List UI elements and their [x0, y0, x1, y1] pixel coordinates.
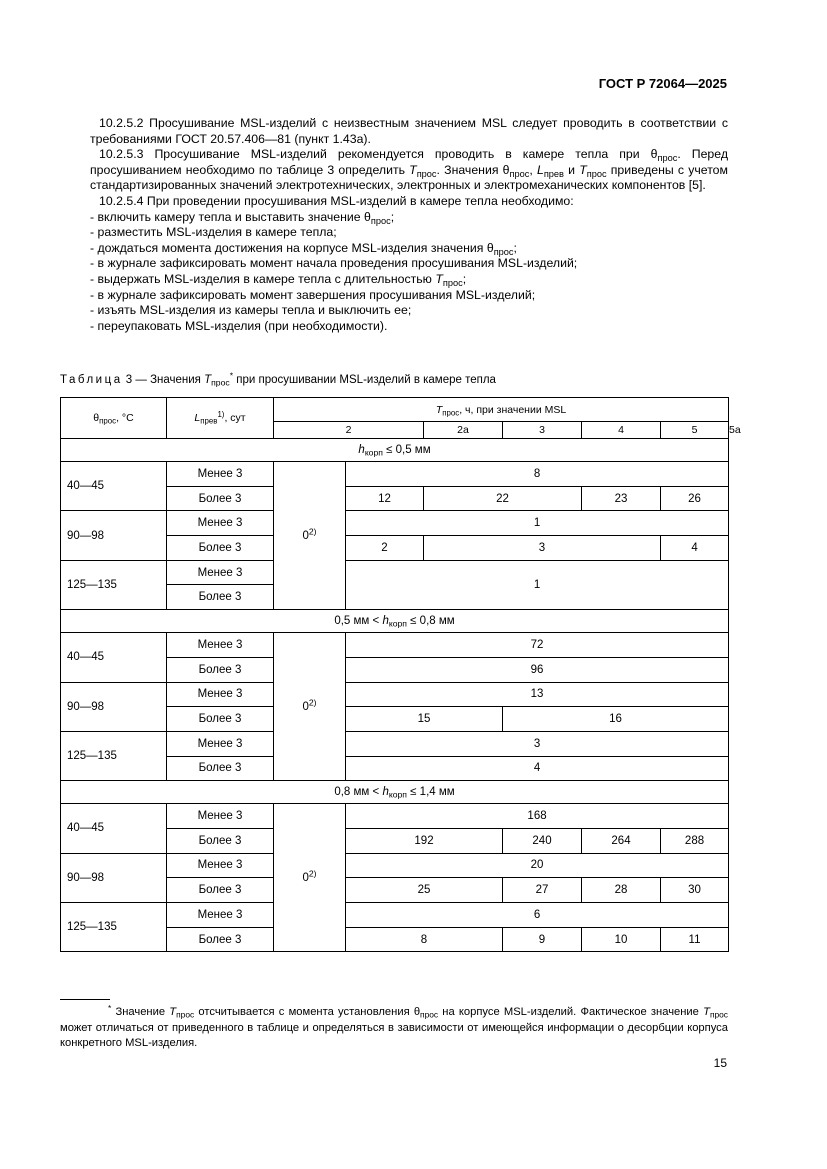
value-cell: 9	[503, 927, 582, 952]
msl-header: 5	[661, 422, 729, 439]
temperature-cell: 40—45	[61, 633, 167, 682]
value-cell: 20	[346, 853, 729, 878]
list-item: - разместить MSL-изделия в камере тепла;	[90, 225, 337, 240]
drying-time-table: $\theta_{прос}$, °С $L_{прев}^{1)}$, сут $T_{прос}$, ч, при значении MSL 2 2а 3 4 5 5а $h_{корп} \le 0,5$ мм 40—45 Менее 3 0$^{2)}$ 8 Более 3 12 22 23 26 90—98 Менее 3 1 Более 3 2 3 4 125—135 Менее 3 1 Более 3 0,5 мм < $h_{корп} \le 0,8$ мм 40—45 Менее 3 0$^{2)}$ 72 Более 3 96 90—98 Менее 3 13 Более 3 15 16 125—135 Менее 3 3 Более 3 4 0,8 мм < $h_{корп} \le 1,4$ мм 40—45 Менее 3 0$^{2)}$ 168 Более 3 192 240 264 288 90—98 Менее 3 20 Более 3 25 27 28 30 125—135 Менее 3 6 Более 3 8 9 10 11	[60, 397, 729, 952]
value-cell: 11	[661, 927, 729, 952]
value-cell: 8	[346, 462, 729, 487]
section-header: 0,8 мм < $h_{корп} \le 1,4$ мм	[61, 781, 729, 804]
body-text	[90, 116, 728, 334]
list-item: - изъять MSL-изделия из камеры тепла и выключить ее;	[90, 303, 412, 318]
value-cell: 27	[503, 878, 582, 903]
msl2-cell: 0$^{2)}$	[274, 804, 346, 952]
value-cell: 10	[582, 927, 661, 952]
duration-cell: Более 3	[167, 927, 274, 952]
duration-cell: Менее 3	[167, 633, 274, 658]
document-designation: ГОСТ Р 72064—2025	[598, 76, 727, 91]
value-cell: 1	[346, 511, 729, 536]
duration-cell: Более 3	[167, 585, 274, 610]
value-cell: 2	[346, 536, 424, 561]
temperature-cell: 90—98	[61, 511, 167, 560]
msl-header: 3	[503, 422, 582, 439]
value-cell: 23	[582, 486, 661, 511]
duration-cell: Менее 3	[167, 804, 274, 829]
duration-cell: Более 3	[167, 657, 274, 682]
duration-cell: Менее 3	[167, 853, 274, 878]
temperature-cell: 90—98	[61, 853, 167, 902]
section-header: $h_{корп} \le 0,5$ мм	[61, 439, 729, 462]
page-number: 15	[713, 1056, 727, 1070]
value-cell: 16	[503, 707, 729, 732]
msl-header: 4	[582, 422, 661, 439]
duration-cell: Более 3	[167, 536, 274, 561]
value-cell: 72	[346, 633, 729, 658]
value-cell: 12	[346, 486, 424, 511]
list-item: - в журнале зафиксировать момент начала проведения просушивания MSL-изделий;	[90, 256, 578, 271]
duration-cell: Более 3	[167, 878, 274, 903]
footnote-divider	[60, 999, 110, 1000]
value-cell: 192	[346, 828, 503, 853]
section-header: 0,5 мм < $h_{корп} \le 0,8$ мм	[61, 610, 729, 633]
header-l-prev: $L_{прев}^{1)}$, сут	[167, 398, 274, 439]
footnote: * Значение $T_{прос}$ отсчитывается с момента установления $\theta_{прос}$ на корпусе MSL-изделий. Фактическое значение $T_{прос}$ может отличаться от приведенного в таблице и определяться в зависимости от имеющейся информации о десорбции корпуса конкретного MSL-изделия.	[60, 1002, 728, 1049]
duration-cell: Менее 3	[167, 560, 274, 585]
value-cell: 3	[424, 536, 661, 561]
msl2-cell: 0$^{2)}$	[274, 633, 346, 781]
duration-cell: Менее 3	[167, 682, 274, 707]
value-cell: 25	[346, 878, 503, 903]
paragraph-10-2-5-3: 10.2.5.3 Просушивание MSL-изделий рекомендуется проводить в камере тепла при $\theta_{прос}$. Перед просушиванием необходимо по таблице 3 определить $T_{прос}$. Значения $\theta_{прос}$, $L_{прев}$ и $T_{прос}$ приведены с учетом стандартизированных значений электротехнических, электронных и электромеханических компонентов [5].	[90, 147, 729, 193]
msl2-cell: 0$^{2)}$	[274, 462, 346, 610]
duration-cell: Более 3	[167, 486, 274, 511]
value-cell: 1	[346, 560, 729, 609]
duration-cell: Менее 3	[167, 903, 274, 928]
value-cell: 8	[346, 927, 503, 952]
list-item: - переупаковать MSL-изделия (при необходимости).	[90, 318, 388, 333]
value-cell: 22	[424, 486, 582, 511]
msl-header: 2а	[424, 422, 503, 439]
value-cell: 30	[661, 878, 729, 903]
value-cell: 264	[582, 828, 661, 853]
list-item: - включить камеру тепла и выставить значение $\theta_{прос}$;	[90, 209, 395, 226]
value-cell: 15	[346, 707, 503, 732]
list-item: - в журнале зафиксировать момент завершения просушивания MSL-изделий;	[90, 287, 536, 302]
value-cell: 240	[503, 828, 582, 853]
paragraph-10-2-5-2: 10.2.5.2 Просушивание MSL-изделий с неизвестным значением MSL следует проводить в соответствии с требованиями ГОСТ 20.57.406—81 (пункт 1.43а).	[90, 116, 728, 146]
value-cell: 4	[661, 536, 729, 561]
paragraph-10-2-5-4: 10.2.5.4 При проведении просушивания MSL-изделий в камере тепла необходимо:	[99, 193, 574, 208]
duration-cell: Более 3	[167, 707, 274, 732]
temperature-cell: 40—45	[61, 804, 167, 853]
duration-cell: Менее 3	[167, 731, 274, 756]
list-item: - выдержать MSL-изделия в камере тепла с длительностью $T_{прос}$;	[90, 271, 467, 288]
header-theta: $\theta_{прос}$, °С	[61, 398, 167, 439]
duration-cell: Менее 3	[167, 462, 274, 487]
table-caption: Таблица 3 — Значения $T_{прос}^*$ при просушивании MSL-изделий в камере тепла	[60, 370, 496, 388]
value-cell: 3	[346, 731, 729, 756]
temperature-cell: 125—135	[61, 560, 167, 609]
msl-header: 2	[274, 422, 424, 439]
duration-cell: Более 3	[167, 756, 274, 781]
value-cell: 168	[346, 804, 729, 829]
duration-cell: Более 3	[167, 828, 274, 853]
value-cell: 26	[661, 486, 729, 511]
temperature-cell: 125—135	[61, 731, 167, 780]
duration-cell: Менее 3	[167, 511, 274, 536]
value-cell: 96	[346, 657, 729, 682]
temperature-cell: 90—98	[61, 682, 167, 731]
value-cell: 288	[661, 828, 729, 853]
value-cell: 13	[346, 682, 729, 707]
header-t-pros: $T_{прос}$, ч, при значении MSL	[274, 398, 729, 422]
value-cell: 6	[346, 903, 729, 928]
temperature-cell: 125—135	[61, 903, 167, 952]
value-cell: 4	[346, 756, 729, 781]
temperature-cell: 40—45	[61, 462, 167, 511]
list-item: - дождаться момента достижения на корпусе MSL-изделия значения $\theta_{прос}$;	[90, 240, 517, 257]
value-cell: 28	[582, 878, 661, 903]
